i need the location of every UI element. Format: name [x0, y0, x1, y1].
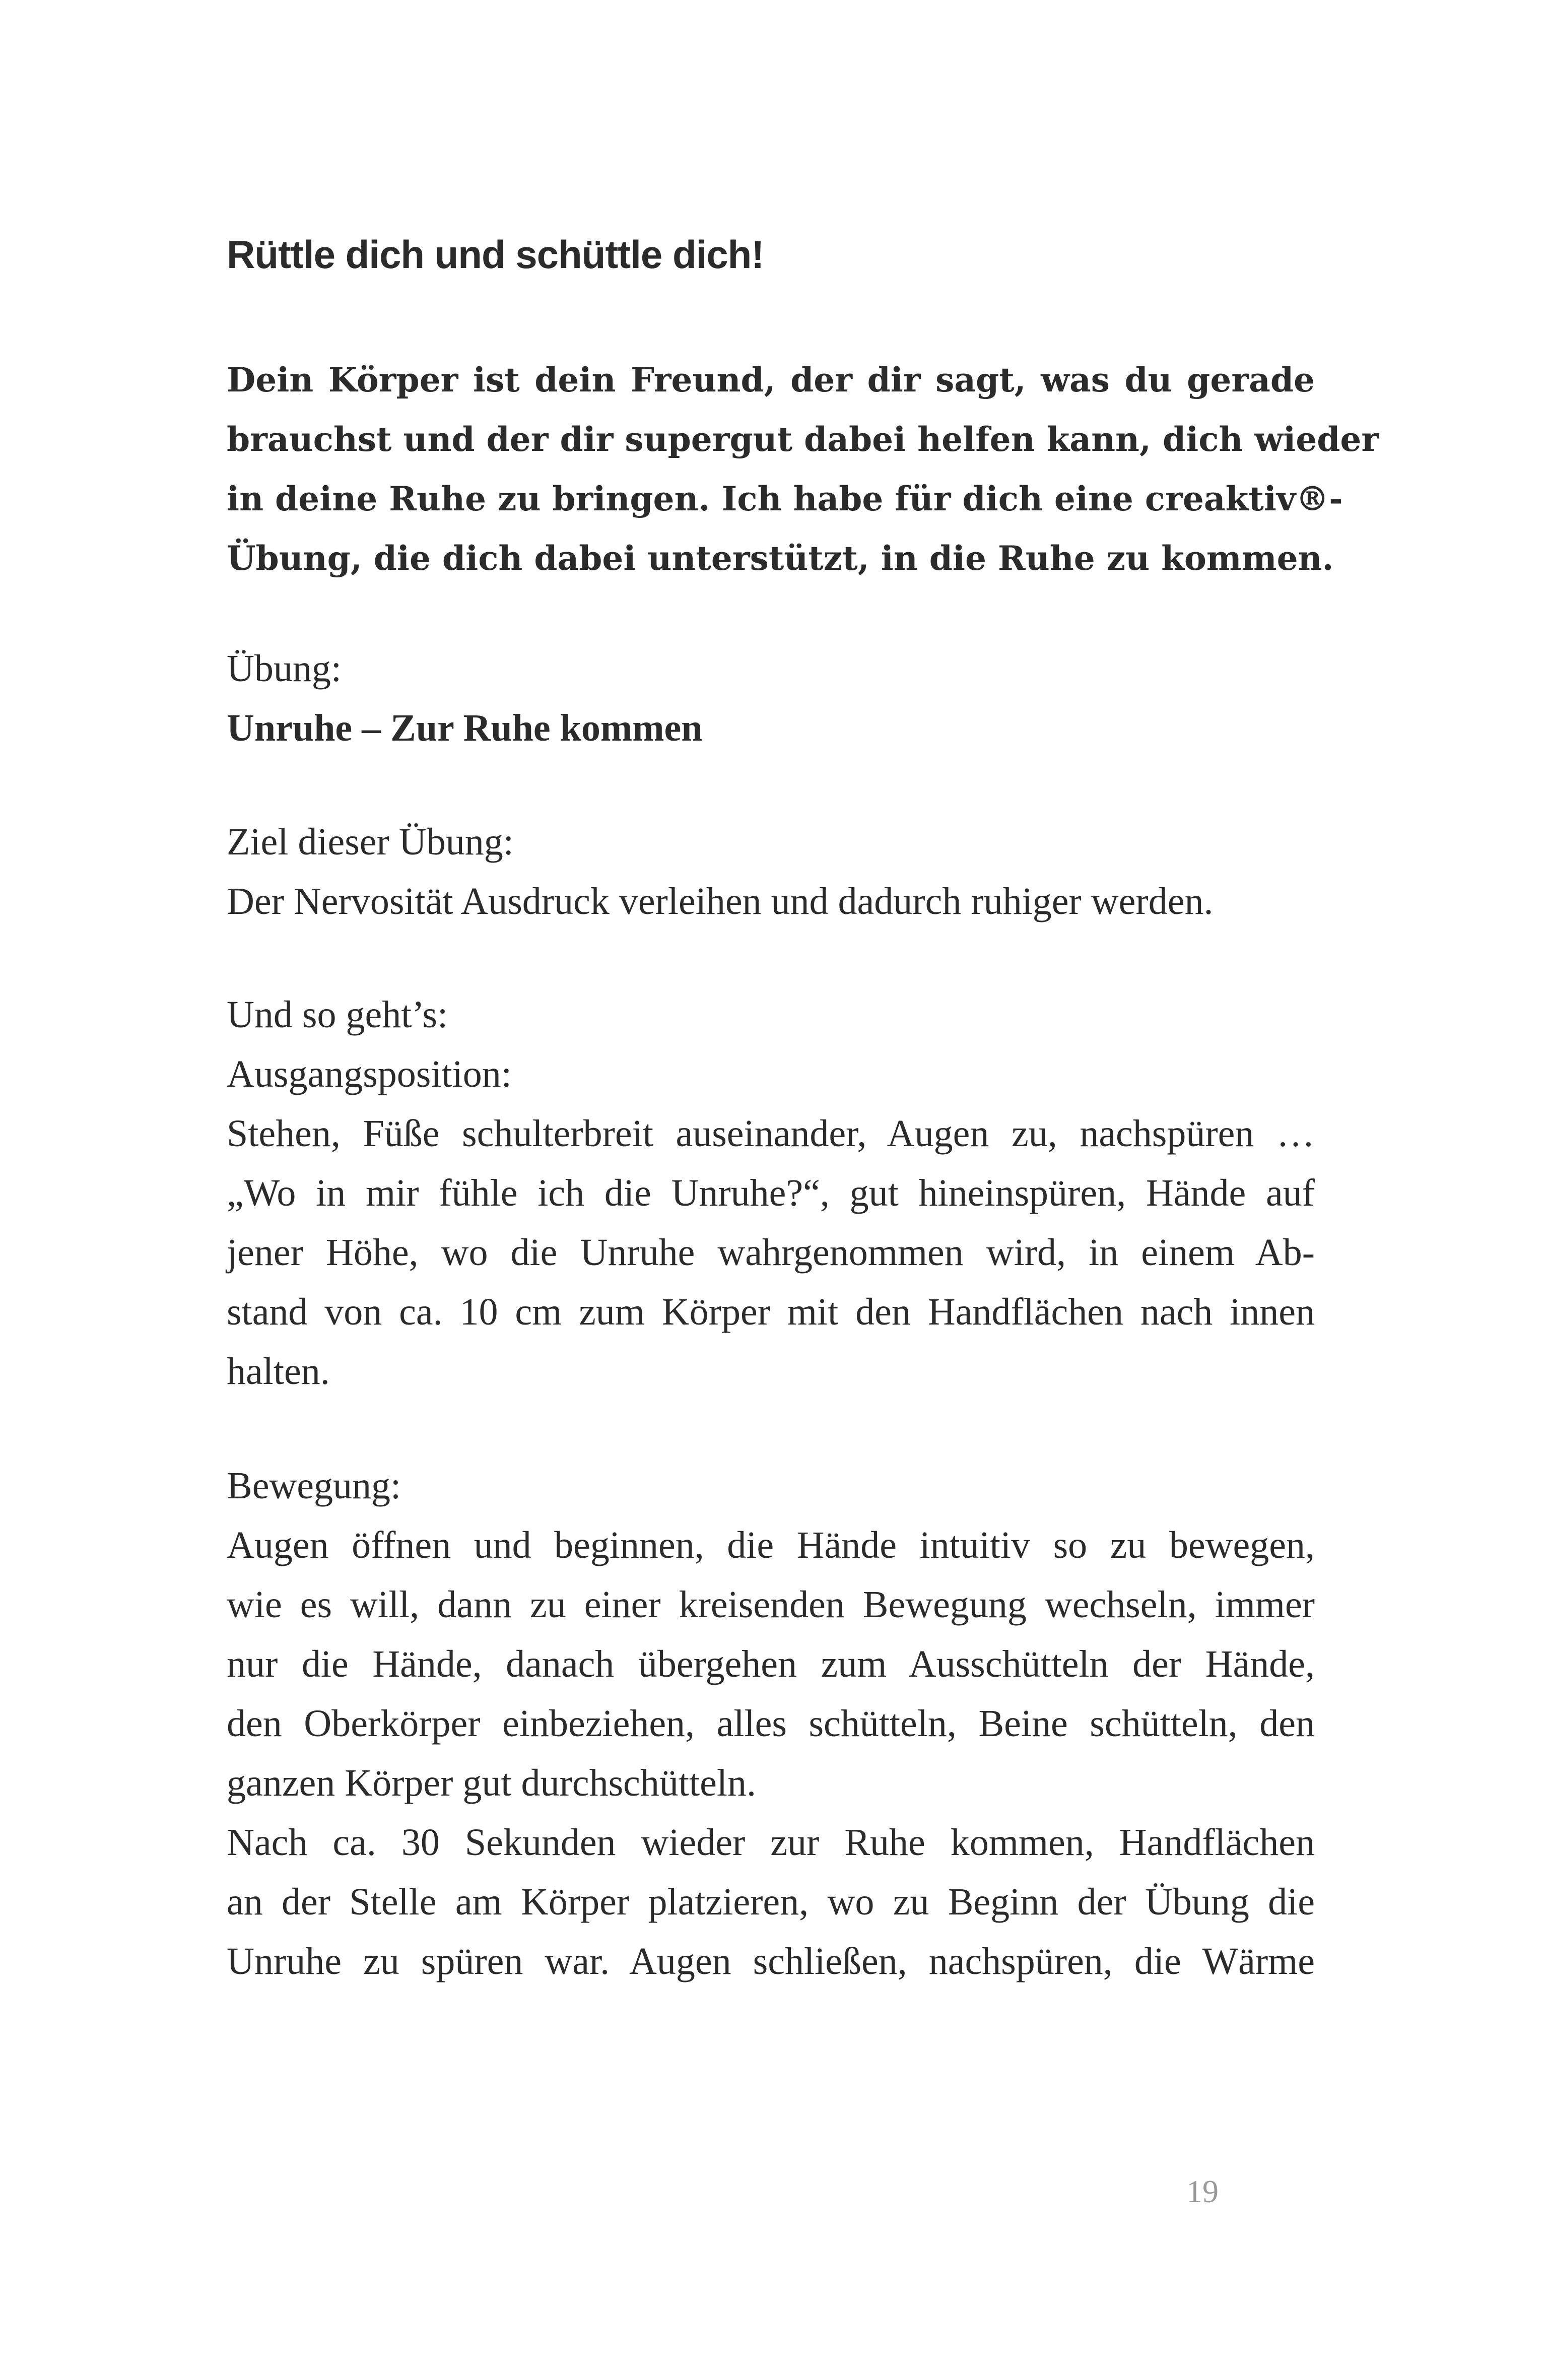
goal-text: Der Nervosität Ausdruck verleihen und dadurch ruhiger werden. [227, 880, 1214, 922]
exercise-section [227, 639, 1315, 758]
intro-paragraph [227, 350, 1379, 588]
movement-section [227, 1456, 1315, 1991]
start-position-label: Ausgangsposition: [227, 1053, 512, 1095]
howto-section [227, 985, 1315, 1401]
movement-line: Unruhe zu spüren war. Augen schließen, nachspüren, die Wärme [227, 1940, 1315, 1982]
exercise-title: Unruhe – Zur Ruhe kommen [227, 707, 703, 749]
movement-label: Bewegung: [227, 1465, 401, 1507]
intro-line: in deine Ruhe zu bringen. Ich habe für dich eine creaktiv®- [227, 479, 1343, 518]
page-heading: Rüttle dich und schüttle dich! [227, 232, 764, 277]
page-number: 19 [1186, 2173, 1219, 2209]
goal-section [227, 812, 1315, 931]
start-position-line: „Wo in mir fühle ich die Unruhe?“, gut hineinspüren, Hände auf [227, 1172, 1315, 1214]
start-position-line: stand von ca. 10 cm zum Körper mit den Handflächen nach innen [227, 1291, 1315, 1333]
movement-line: ganzen Körper gut durchschütteln. [227, 1762, 756, 1804]
start-position-line: jener Höhe, wo die Unruhe wahrgenommen wird, in einem Ab- [227, 1231, 1315, 1274]
movement-line: Nach ca. 30 Sekunden wieder zur Ruhe kommen, Handflächen [227, 1821, 1315, 1864]
start-position-line: Stehen, Füße schulterbreit auseinander, Augen zu, nachspüren … [227, 1112, 1315, 1155]
movement-line: wie es will, dann zu einer kreisenden Bewegung wechseln, immer [227, 1583, 1315, 1626]
howto-label: Und so geht’s: [227, 994, 448, 1036]
movement-line: nur die Hände, danach übergehen zum Ausschütteln der Hände, [227, 1643, 1315, 1685]
movement-line: den Oberkörper einbeziehen, alles schütteln, Beine schütteln, den [227, 1702, 1315, 1745]
movement-line: an der Stelle am Körper platzieren, wo zu Beginn der Übung die [227, 1881, 1315, 1923]
start-position-line: halten. [227, 1350, 330, 1393]
movement-line: Augen öffnen und beginnen, die Hände intuitiv so zu bewegen, [227, 1524, 1315, 1566]
goal-label: Ziel dieser Übung: [227, 821, 514, 863]
exercise-label: Übung: [227, 647, 342, 690]
intro-line: brauchst und der dir supergut dabei helfen kann, dich wieder [227, 420, 1379, 459]
intro-line: Dein Körper ist dein Freund, der dir sagt, was du gerade [227, 360, 1315, 400]
intro-line: Übung, die dich dabei unterstützt, in die Ruhe zu kommen. [227, 539, 1334, 578]
